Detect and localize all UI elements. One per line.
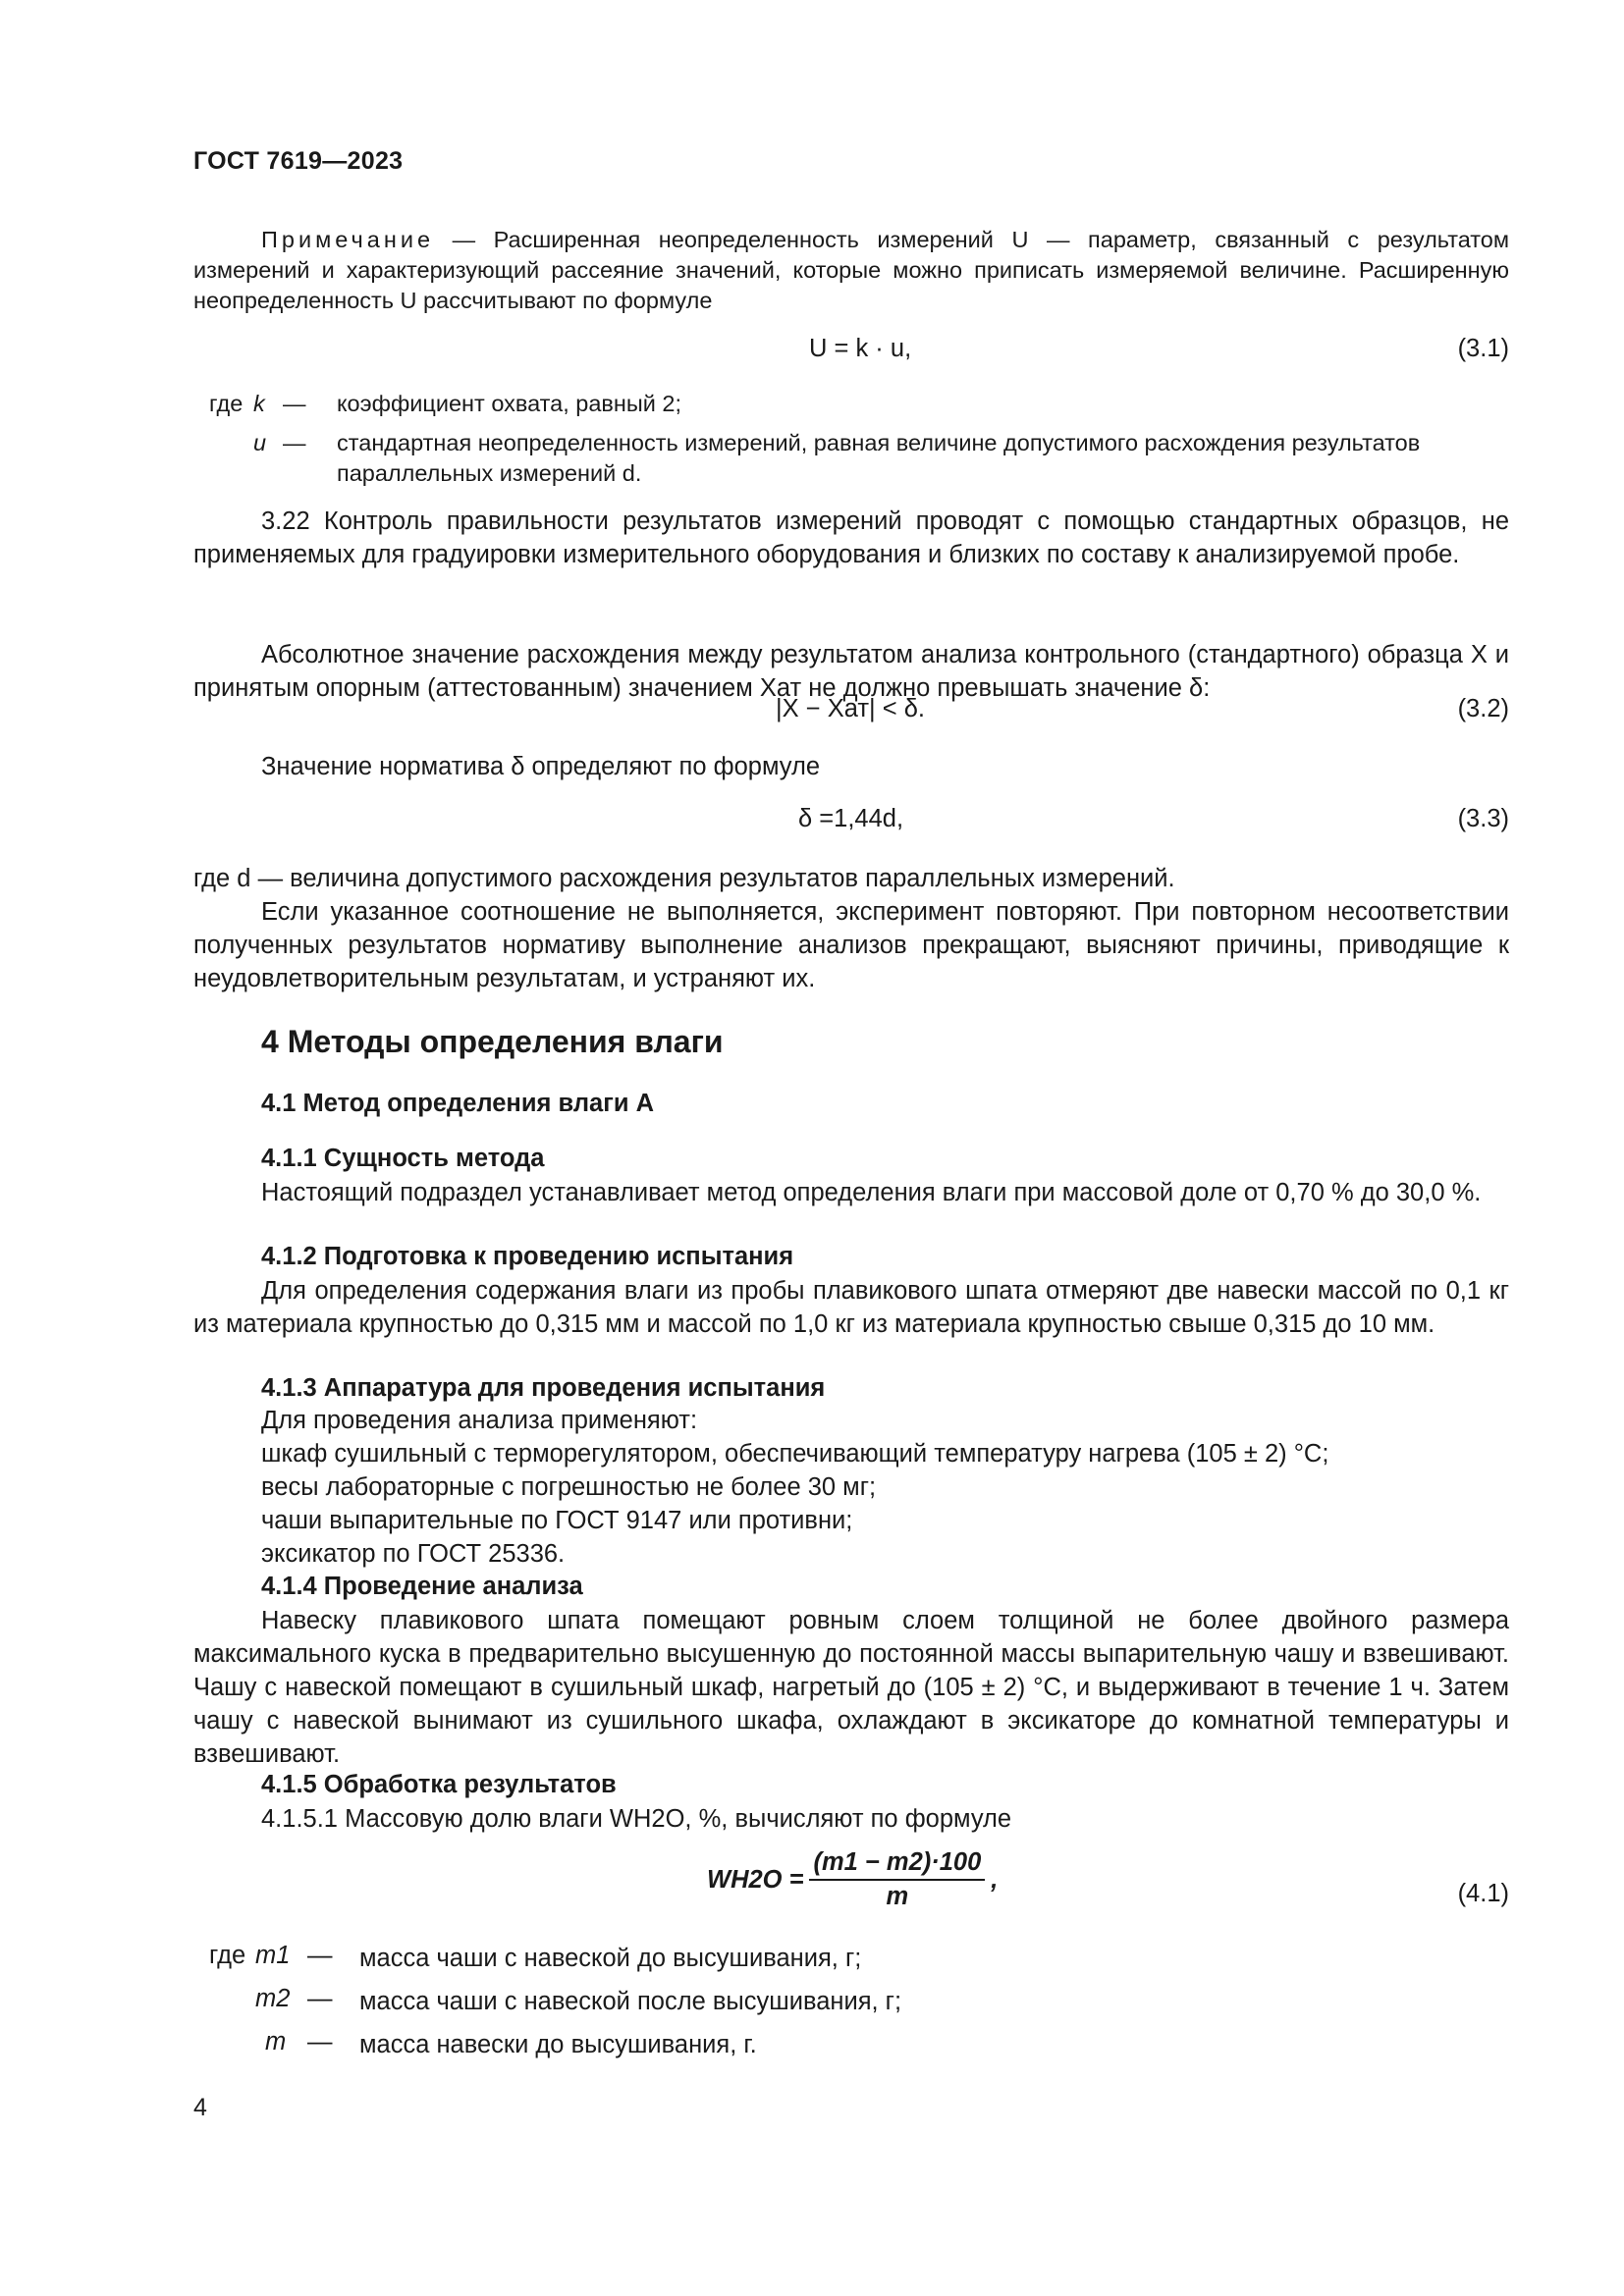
note-label: Примечание [261,227,435,252]
where-text-u: стандартная неопределенность измерений, равная величине допустимого расхождения результатов параллельных измерений d. [337,430,1421,486]
equation-4-1-fraction [809,1848,985,1911]
equation-3-3-number: (3.3) [1457,805,1509,832]
equation-4-1 [707,1848,998,1911]
section-4-title: 4 Методы определения влаги [261,1024,724,1059]
where-symbol-u: u [253,430,267,455]
equation-3-2-number: (3.2) [1457,695,1509,722]
equation-4-1-trail: , [991,1865,999,1894]
where-dash: — [307,2028,333,2056]
equation-4-1-denominator: m [886,1883,909,1910]
paragraph-where-d: где d — величина допустимого расхождения результатов параллельных измерений. [193,865,1175,892]
section-4-1-2-title: 4.1.2 Подготовка к проведению испытания [261,1243,794,1270]
section-4-1-5-title: 4.1.5 Обработка результатов [261,1771,617,1798]
list-item: весы лабораторные с погрешностью не более 30 мг; [261,1473,877,1501]
equation-3-2: |X − Xат| < δ. [776,695,925,722]
where-symbol-m: m [265,2028,287,2056]
section-4-1-3-title: 4.1.3 Аппаратура для проведения испытания [261,1374,826,1402]
section-4-1-1-title: 4.1.1 Сущность метода [261,1145,545,1172]
note-text: — Расширенная неопределенность измерений U — параметр, связанный с результатом измерений и характеризующий рассеяние значений, которые можно приписать измеряемой величине. Расширенную неопределенность U рассчитывают по формуле [193,227,1509,313]
section-4-1-5-text: 4.1.5.1 Массовую долю влаги WH2O, %, вычисляют по формуле [261,1805,1012,1833]
paragraph-if-not: Если указанное соотношение не выполняется, эксперимент повторяют. При повторном несоответствии полученных результатов нормативу выполнение анализов прекращают, выясняют причины, приводящие к неудовлетворительным результатам, и устраняют их. [193,898,1509,992]
where-dash: — [283,391,306,416]
section-4-1-title: 4.1 Метод определения влаги А [261,1090,654,1117]
where-prefix: где [209,1942,246,1969]
where-symbol-m2: m2 [255,1985,291,2012]
equation-4-1-number: (4.1) [1457,1880,1509,1907]
where-text-m1: масса чаши с навеской до высушивания, г; [359,1945,862,1972]
note-paragraph [193,225,1509,316]
equation-3-3: δ =1,44d, [798,805,904,832]
where-dash: — [283,430,306,455]
page-number: 4 [193,2094,207,2121]
paragraph-abs-value: Абсолютное значение расхождения между результатом анализа контрольного (стандартного) образца X и принятым опорным (аттестованным) значением Xат не должно превышать значение δ: [193,641,1509,702]
paragraph-normative: Значение норматива δ определяют по формуле [261,753,821,780]
equation-3-1: U = k · u, [809,335,912,362]
where-text-k: коэффициент охвата, равный 2; [337,391,682,416]
where-prefix: где [209,391,244,416]
where-symbol-k: k [253,391,265,416]
document-header: ГОСТ 7619—2023 [193,147,404,175]
list-item: чаши выпарительные по ГОСТ 9147 или противни; [261,1507,853,1534]
equation-4-1-lhs: WH2O = [707,1865,804,1894]
where-symbol-m1: m1 [255,1942,291,1969]
equation-3-1-number: (3.1) [1457,335,1509,362]
section-4-1-1-text: Настоящий подраздел устанавливает метод определения влаги при массовой доле от 0,70 % до 30,0 %. [261,1179,1482,1206]
list-item: эксикатор по ГОСТ 25336. [261,1540,566,1568]
list-item: Для проведения анализа применяют: [261,1407,698,1434]
list-item: шкаф сушильный с терморегулятором, обеспечивающий температуру нагрева (105 ± 2) °С; [261,1440,1329,1468]
where-dash: — [307,1985,333,2012]
section-4-1-4-text: Навеску плавикового шпата помещают ровным слоем толщиной не более двойного размера максимального куска в предварительно высушенную до постоянной массы выпарительную чашу и взвешивают. Чашу с навеской помещают в сушильный шкаф, нагретый до (105 ± 2) °С, и выдерживают в течение 1 ч. Затем чашу с навеской вынимают из сушильного шкафа, охлаждают в эксикаторе до комнатной температуры и взвешивают. [193,1607,1509,1768]
where-text-m2: масса чаши с навеской после высушивания, г; [359,1988,902,2015]
section-4-1-2-text: Для определения содержания влаги из пробы плавикового шпата отмеряют две навески массой по 0,1 кг из материала крупностью до 0,315 мм и массой по 1,0 кг из материала крупностью свыше 0,315 до 10 мм. [193,1277,1509,1338]
where-text-m: масса навески до высушивания, г. [359,2031,757,2058]
section-4-1-4-title: 4.1.4 Проведение анализа [261,1573,583,1600]
where-dash: — [307,1942,333,1969]
paragraph-3-22: 3.22 Контроль правильности результатов измерений проводят с помощью стандартных образцов, не применяемых для градуировки измерительного оборудования и близких по составу к анализируемой пробе. [193,507,1509,568]
equation-4-1-numerator: (m1 − m2)·100 [809,1848,985,1881]
